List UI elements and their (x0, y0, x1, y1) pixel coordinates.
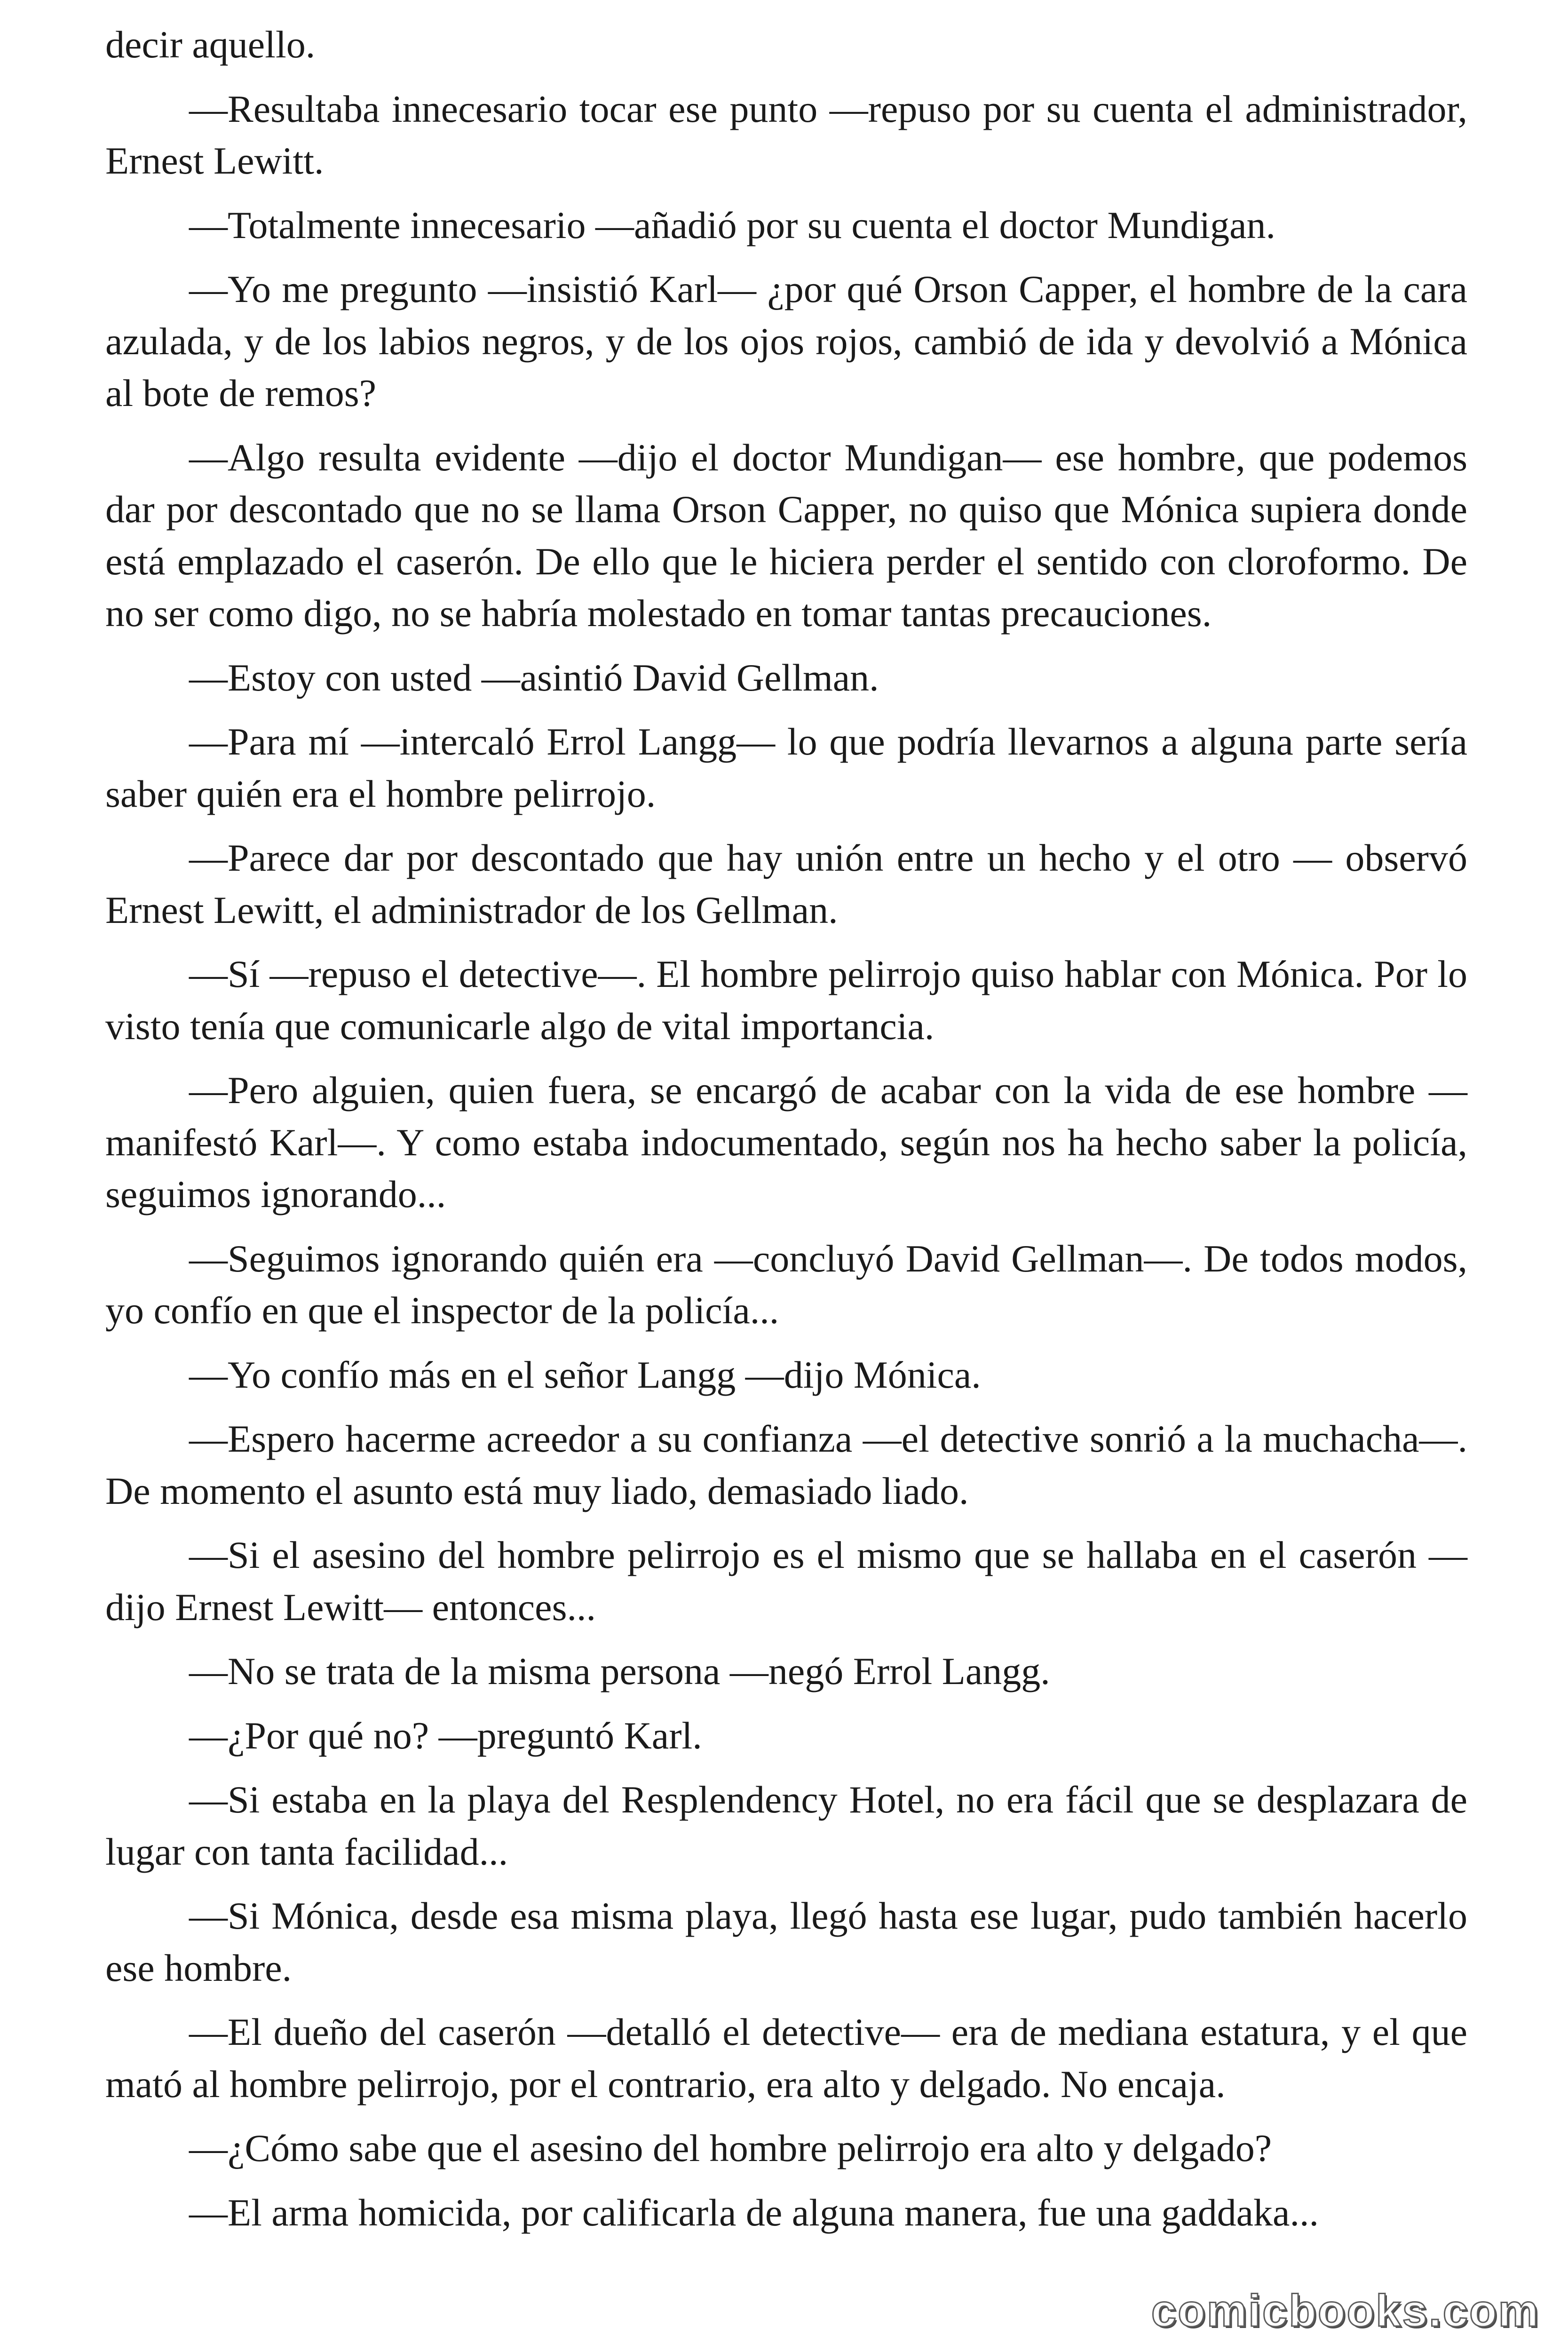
paragraph-3: —Totalmente innecesario —añadió por su cuenta el doctor Mundigan. (189, 203, 1276, 246)
paragraph-19: —El dueño del caserón —detalló el detective— era de mediana estatura, y el que mató al hombre pelirrojo, por el contrario, era alto y delgado. No encaja. (105, 2010, 1467, 2106)
paragraph-20: —¿Cómo sabe que el asesino del hombre pelirrojo era alto y delgado? (189, 2127, 1272, 2169)
paragraph-13: —Espero hacerme acreedor a su confianza —el detective sonrió a la muchacha—. De momento el asunto está muy liado, demasiado liado. (105, 1417, 1467, 1512)
site-watermark: comicbooks.com (1151, 2286, 1540, 2336)
paragraph-18: —Si Mónica, desde esa misma playa, llegó hasta ese lugar, pudo también hacerlo ese hombre. (105, 1894, 1467, 1989)
paragraph-2: —Resultaba innecesario tocar ese punto —repuso por su cuenta el administrador, Ernest Lewitt. (105, 87, 1467, 182)
paragraph-9: —Sí —repuso el detective—. El hombre pelirrojo quiso hablar con Mónica. Por lo visto tenía que comunicarle algo de vital importancia. (105, 953, 1467, 1048)
paragraph-1: decir aquello. (105, 23, 316, 66)
paragraph-7: —Para mí —intercaló Errol Langg— lo que podría llevarnos a alguna parte sería saber quién era el hombre pelirrojo. (105, 720, 1467, 815)
paragraph-14: —Si el asesino del hombre pelirrojo es el mismo que se hallaba en el caserón —dijo Ernest Lewitt— entonces... (105, 1534, 1467, 1629)
paragraph-4: —Yo me pregunto —insistió Karl— ¿por qué Orson Capper, el hombre de la cara azulada, y de los labios negros, y de los ojos rojos, cambió de ida y devolvió a Mónica al bote de remos? (105, 268, 1467, 414)
book-page-body (105, 19, 1467, 2251)
paragraph-17: —Si estaba en la playa del Resplendency Hotel, no era fácil que se desplazara de lugar con tanta facilidad... (105, 1778, 1467, 1873)
paragraph-5: —Algo resulta evidente —dijo el doctor Mundigan— ese hombre, que podemos dar por descontado que no se llama Orson Capper, no quiso que Mónica supiera donde está emplazado el caserón. De ello que le hiciera perder el sentido con cloroformo. De no ser como digo, no se habría molestado en tomar tantas precauciones. (105, 436, 1467, 635)
paragraph-6: —Estoy con usted —asintió David Gellman. (189, 656, 879, 699)
paragraph-11: —Seguimos ignorando quién era —concluyó David Gellman—. De todos modos, yo confío en que el inspector de la policía... (105, 1237, 1467, 1332)
paragraph-10: —Pero alguien, quien fuera, se encargó de acabar con la vida de ese hombre — manifestó Karl—. Y como estaba indocumentado, según nos ha hecho saber la policía, seguimos ignorando... (105, 1069, 1467, 1216)
paragraph-8: —Parece dar por descontado que hay unión entre un hecho y el otro — observó Ernest Lewitt, el administrador de los Gellman. (105, 836, 1467, 931)
paragraph-15: —No se trata de la misma persona —negó Errol Langg. (189, 1650, 1050, 1692)
paragraph-12: —Yo confío más en el señor Langg —dijo Mónica. (189, 1353, 981, 1396)
paragraph-16: —¿Por qué no? —preguntó Karl. (189, 1714, 702, 1757)
paragraph-21: —El arma homicida, por calificarla de alguna manera, fue una gaddaka... (189, 2191, 1319, 2234)
